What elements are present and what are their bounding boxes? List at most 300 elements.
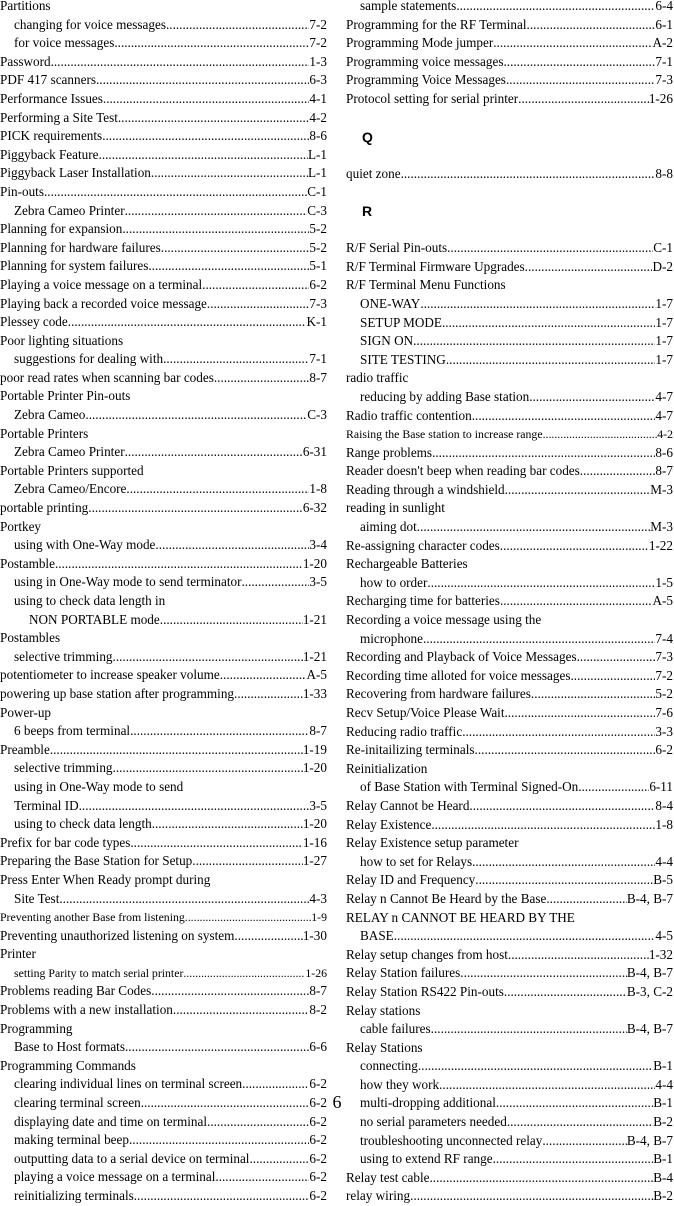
index-entry-term: Terminal ID: [14, 797, 79, 813]
index-entry: [0, 462, 327, 481]
index-entry-term: Relay setup changes from host: [346, 946, 508, 962]
dot-leader: [527, 16, 656, 35]
index-entry-term: Raising the Base station to increase range: [346, 427, 543, 442]
dot-leader: [529, 388, 655, 407]
index-entry: [0, 127, 327, 146]
index-entry-page-ref: L-1: [307, 146, 327, 162]
index-entry: [346, 667, 673, 686]
index-entry: [0, 815, 327, 834]
index-entry: [346, 239, 673, 258]
index-entry-page-ref: 1-19: [302, 741, 327, 757]
index-entry-term: Performance Issues: [0, 90, 103, 106]
index-entry-page-ref: 1-5: [655, 574, 673, 590]
index-entry-term: Prefix for bar code types: [0, 834, 131, 850]
dot-leader: [410, 1187, 653, 1206]
index-entry-term: Zebra Cameo Printer: [14, 202, 125, 218]
index-entry-page-ref: 1-7: [655, 314, 673, 330]
index-entry: [0, 499, 327, 518]
index-entry-term: Reader doesn't beep when reading bar codes: [346, 463, 580, 479]
index-entry: [0, 350, 327, 369]
index-entry-page-ref: 1-7: [655, 351, 673, 367]
dot-leader: [234, 685, 303, 704]
dot-leader: [423, 630, 655, 649]
index-entry-term: Pin-outs: [0, 183, 44, 199]
index-entry-term: PDF 417 scanners: [0, 72, 96, 88]
index-column-left: [0, 0, 327, 1206]
index-entry-page-ref: 7-1: [309, 351, 327, 367]
index-entry-term: Preventing another Base from listening: [0, 910, 185, 925]
index-entry: [0, 1038, 327, 1057]
dot-leader: [125, 202, 308, 221]
dot-leader: [114, 34, 309, 53]
index-entry-term: Partitions: [0, 0, 51, 13]
index-entry: [346, 499, 673, 518]
index-entry: [346, 871, 673, 890]
dot-leader: [214, 369, 310, 388]
index-entry: [0, 555, 327, 574]
index-entry-page-ref: 3-5: [309, 574, 327, 590]
index-entry-term: Zebra Cameo/Encore: [14, 481, 127, 497]
index-entry-term: how they work: [360, 1076, 440, 1092]
index-entry-term: Power-up: [0, 704, 52, 720]
index-entry-page-ref: 1-21: [302, 648, 327, 664]
index-entry: [0, 927, 327, 946]
index-entry-term: Programming Voice Messages: [346, 72, 506, 88]
index-entry: [346, 332, 673, 351]
dot-leader: [44, 183, 307, 202]
dot-leader: [151, 982, 309, 1001]
index-entry-page-ref: 5-1: [309, 258, 327, 274]
index-entry-term: Recovering from hardware failures: [346, 686, 531, 702]
index-entry: [0, 220, 327, 239]
index-entry-term: selective trimming: [14, 648, 113, 664]
index-entry-term: Relay Existence: [346, 816, 432, 832]
index-entry: [0, 16, 327, 35]
index-entry-page-ref: 4-2: [657, 427, 673, 442]
index-entry: [0, 425, 327, 444]
index-entry-term: troubleshooting unconnected relay: [360, 1132, 543, 1148]
index-entry-page-ref: B-4, B-7: [626, 1021, 673, 1037]
index-entry-page-ref: 7-4: [655, 630, 673, 646]
dot-leader: [505, 481, 651, 500]
dot-leader: [503, 53, 655, 72]
index-entry: [0, 34, 327, 53]
index-entry-page-ref: 7-3: [655, 649, 673, 665]
index-entry: [0, 480, 327, 499]
index-entry-term: Piggyback Laser Installation: [0, 165, 151, 181]
dot-leader: [578, 778, 649, 797]
index-entry-term: Reading through a windshield: [346, 481, 505, 497]
index-entry: [0, 109, 327, 128]
index-entry-page-ref: B-2: [653, 1114, 673, 1130]
index-entry-term: playing a voice message on a terminal: [14, 1169, 216, 1185]
dot-leader: [96, 71, 309, 90]
index-entry-term: poor read rates when scanning bar codes: [0, 369, 214, 385]
index-entry-page-ref: 7-3: [309, 295, 327, 311]
index-entry-term: Range problems: [346, 444, 433, 460]
index-entry-term: Preparing the Base Station for Setup: [0, 853, 193, 869]
index-entry-page-ref: 1-32: [648, 946, 673, 962]
index-entry: [0, 982, 327, 1001]
dot-leader: [577, 648, 656, 667]
index-entry: [0, 629, 327, 648]
index-entry-term: Password: [0, 53, 51, 69]
index-entry: [0, 443, 327, 462]
index-entry-term: using to check data length in: [14, 593, 166, 608]
index-entry-term: Playing back a recorded voice message: [0, 295, 207, 311]
index-entry-page-ref: 6-2: [309, 276, 327, 292]
index-entry: [346, 760, 673, 779]
dot-leader: [79, 797, 310, 816]
dot-leader: [103, 90, 310, 109]
index-entry: [346, 927, 673, 946]
index-entry-term: BASE: [360, 928, 394, 944]
index-entry: [0, 1020, 327, 1039]
index-entry: [346, 518, 673, 537]
index-entry-term: Relay ID and Frequency: [346, 872, 476, 888]
index-entry-term: microphone: [360, 630, 423, 646]
index-entry: [0, 908, 327, 927]
index-entry-page-ref: 3-5: [309, 797, 327, 813]
index-entry-term: connecting: [360, 1058, 418, 1074]
index-entry: [346, 1002, 673, 1021]
index-entry-term: Printer: [0, 946, 36, 962]
dot-leader: [55, 555, 303, 574]
index-entry: [0, 90, 327, 109]
index-entry-page-ref: 1-33: [302, 685, 327, 701]
index-entry-page-ref: 7-2: [309, 16, 327, 32]
index-entry: [346, 611, 673, 630]
index-entry: [0, 592, 327, 611]
index-entry: [346, 816, 673, 835]
index-entry-term: multi-dropping additional: [360, 1095, 496, 1111]
index-entry-page-ref: 4-1: [309, 90, 327, 106]
index-entry-page-ref: 5-2: [655, 686, 673, 702]
dot-leader: [220, 666, 307, 685]
index-entry-term: Zebra Cameo: [14, 407, 86, 423]
index-entry-term: of Base Station with Terminal Signed-On: [360, 779, 579, 795]
index-entry-term: SETUP MODE: [360, 314, 442, 330]
index-entry-term: Protocol setting for serial printer: [346, 90, 519, 106]
index-entry: [346, 1132, 673, 1151]
index-entry-page-ref: C-3: [307, 407, 327, 423]
index-entry: [0, 1187, 327, 1206]
index-entry: [346, 0, 673, 16]
dot-leader: [192, 852, 303, 871]
index-entry-page-ref: 6-2: [309, 1113, 327, 1129]
index-entry-term: using to extend RF range: [360, 1151, 493, 1167]
index-entry-page-ref: A-5: [652, 593, 673, 609]
index-entry-term: NON PORTABLE mode: [29, 611, 160, 627]
index-entry-page-ref: 6-2: [309, 1150, 327, 1166]
dot-leader: [207, 295, 310, 314]
index-entry-term: Relay Station RS422 Pin-outs: [346, 983, 504, 999]
dot-leader: [88, 499, 303, 518]
index-entry-page-ref: 4-4: [655, 853, 673, 869]
index-entry-term: reinitializing terminals: [14, 1188, 134, 1203]
index-entry: [346, 90, 673, 109]
index-entry: [0, 1168, 327, 1187]
index-entry-term: suggestions for dealing with: [14, 351, 164, 367]
index-entry-page-ref: C-1: [653, 240, 673, 256]
index-entry-page-ref: 7-1: [655, 53, 673, 69]
index-entry-term: Postamble: [0, 555, 55, 571]
index-entry-term: SIGN ON: [360, 333, 414, 349]
index-entry-term: portable printing: [0, 500, 89, 516]
index-entry: [346, 778, 673, 797]
dot-leader: [504, 983, 627, 1002]
index-entry-page-ref: 8-6: [309, 128, 327, 144]
index-entry-term: potentiometer to increase speaker volume: [0, 667, 220, 683]
index-entry-term: displaying date and time on terminal: [14, 1113, 208, 1129]
index-entry: [0, 276, 327, 295]
index-entry-page-ref: 8-6: [655, 444, 673, 460]
index-entry-term: how to set for Relays: [360, 853, 473, 869]
index-entry: [346, 1169, 673, 1188]
index-entry-term: using with One-Way mode: [14, 537, 156, 553]
dot-leader: [432, 444, 655, 463]
index-entry-page-ref: 6-31: [302, 444, 327, 460]
index-entry: [346, 369, 673, 388]
dot-leader: [472, 407, 656, 426]
dot-leader: [472, 853, 655, 872]
index-entry: [346, 314, 673, 333]
index-entry-term: Programming for the RF Terminal: [346, 16, 527, 32]
dot-leader: [249, 1150, 309, 1169]
index-entry: [0, 536, 327, 555]
dot-leader: [155, 536, 309, 555]
index-entry: [346, 574, 673, 593]
dot-leader: [413, 332, 655, 351]
dot-leader: [442, 314, 655, 333]
index-group-r: [346, 239, 673, 1206]
index-entry-page-ref: 7-2: [655, 667, 673, 683]
index-entry-term: Site Test: [14, 890, 60, 906]
index-entry-page-ref: 7-3: [655, 72, 673, 88]
dot-leader: [85, 406, 307, 425]
dot-leader: [130, 722, 309, 741]
index-entry-page-ref: 4-5: [655, 928, 673, 944]
index-entry: [346, 16, 673, 35]
index-entry-page-ref: 1-16: [302, 834, 327, 850]
index-entry: [346, 295, 673, 314]
index-entry-page-ref: 1-21: [302, 611, 327, 627]
index-entry: [346, 1057, 673, 1076]
index-entry-page-ref: 3-3: [655, 723, 673, 739]
dot-leader: [543, 425, 658, 444]
index-entry-page-ref: B-5: [653, 872, 673, 888]
dot-leader: [152, 815, 303, 834]
dot-leader: [542, 1132, 626, 1151]
index-entry-term: Performing a Site Test: [0, 109, 118, 125]
dot-leader: [493, 1150, 654, 1169]
dot-leader: [241, 573, 309, 592]
index-entry: [346, 685, 673, 704]
index-entry-term: Problems reading Bar Codes: [0, 983, 152, 999]
index-entry-term: Press Enter When Ready prompt during: [0, 871, 211, 887]
index-entry: [0, 964, 327, 983]
index-entry: [0, 0, 327, 16]
dot-leader: [580, 462, 656, 481]
index-entry: [346, 983, 673, 1002]
index-entry: [0, 759, 327, 778]
index-entry-page-ref: B-2: [653, 1188, 673, 1204]
index-entry-term: Programming Commands: [0, 1057, 136, 1073]
index-entry-term: Relay Cannot be Heard: [346, 797, 470, 813]
index-entry-page-ref: 4-7: [655, 407, 673, 423]
index-entry: [0, 518, 327, 537]
dot-leader: [506, 71, 655, 90]
dot-leader: [99, 146, 308, 165]
dot-leader: [234, 927, 302, 946]
index-entry-term: Planning for hardware failures: [0, 239, 161, 255]
index-entry: [346, 630, 673, 649]
dot-leader: [130, 834, 302, 853]
dot-leader: [469, 797, 655, 816]
index-entry-page-ref: 6-2: [309, 1132, 327, 1148]
index-entry-page-ref: 4-3: [309, 890, 327, 906]
index-entry: [0, 611, 327, 630]
dot-leader: [500, 537, 649, 556]
index-entry: [346, 592, 673, 611]
index-entry-page-ref: C-1: [307, 183, 327, 199]
dot-leader: [570, 667, 655, 686]
index-entry-page-ref: 1-8: [309, 481, 327, 497]
index-entry: [0, 313, 327, 332]
dot-leader: [129, 1131, 309, 1150]
index-letter-heading-r: R: [362, 203, 373, 220]
index-entry-term: reducing by adding Base station: [360, 388, 530, 404]
dot-leader: [518, 90, 649, 109]
index-entry: [0, 797, 327, 816]
index-entry-term: Playing a voice message on a terminal: [0, 276, 203, 292]
index-entry-term: ONE-WAY: [360, 295, 421, 311]
dot-leader: [507, 1113, 653, 1132]
dot-leader: [207, 1113, 309, 1132]
index-entry-page-ref: 6-2: [309, 1095, 327, 1111]
index-entry: [346, 481, 673, 500]
index-entry-term: Base to Host formats: [14, 1039, 125, 1055]
index-entry-term: using in One-Way mode to send: [14, 778, 184, 794]
index-entry-page-ref: B-1: [653, 1151, 673, 1167]
index-entry-page-ref: 1-26: [305, 965, 327, 980]
index-entry: [346, 834, 673, 853]
index-entry-term: clearing individual lines on terminal screen: [14, 1076, 243, 1092]
index-entry: [346, 1150, 673, 1169]
index-entry-page-ref: 4-7: [655, 388, 673, 404]
dot-leader: [151, 164, 308, 183]
index-entry-page-ref: 1-22: [648, 537, 673, 553]
index-entry-page-ref: 6-2: [309, 1188, 327, 1203]
index-entry: [0, 834, 327, 853]
index-entry-term: powering up base station after programming: [0, 685, 235, 701]
index-entry-term: Recharging time for batteries: [346, 593, 500, 609]
index-entry: [0, 332, 327, 351]
index-entry: [0, 387, 327, 406]
index-entry-page-ref: 6-6: [309, 1039, 327, 1055]
dot-leader: [102, 127, 309, 146]
dot-leader: [50, 741, 303, 760]
index-entry-term: making terminal beep: [14, 1132, 129, 1148]
index-entry-page-ref: K-1: [306, 314, 327, 330]
dot-leader: [447, 239, 653, 258]
index-column-right: [346, 0, 673, 1206]
index-entry-page-ref: M-3: [650, 519, 673, 535]
index-entry-term: for voice messages: [14, 35, 115, 51]
dot-leader: [431, 816, 655, 835]
index-group-p-continued: [346, 0, 673, 109]
index-entry-term: Re-assigning character codes: [346, 537, 500, 553]
index-group-q: [346, 165, 673, 184]
index-entry-term: Radio traffic contention: [346, 407, 472, 423]
index-entry: [0, 257, 327, 276]
dot-leader: [456, 0, 655, 16]
dot-leader: [183, 964, 305, 983]
index-entry-page-ref: B-4: [653, 1169, 673, 1185]
index-entry-term: 6 beeps from terminal: [14, 723, 131, 739]
index-entry-page-ref: 6-32: [302, 500, 327, 516]
index-entry-term: quiet zone: [346, 165, 401, 181]
dot-leader: [113, 648, 303, 667]
index-entry: [346, 444, 673, 463]
index-entry-term: Recording a voice message using the: [346, 612, 542, 628]
index-entry-term: Preventing unauthorized listening on system: [0, 927, 235, 943]
dot-leader: [202, 276, 309, 295]
index-entry-page-ref: 1-30: [302, 927, 327, 943]
index-entry-page-ref: 7-6: [655, 705, 673, 720]
dot-leader: [505, 704, 656, 723]
index-entry: [346, 34, 673, 53]
index-entry-page-ref: 1-7: [655, 295, 673, 311]
index-entry-term: Portkey: [0, 518, 42, 534]
index-entry: [346, 723, 673, 742]
index-entry-page-ref: B-4, B-7: [626, 1132, 673, 1148]
index-entry-term: cable failures: [360, 1021, 431, 1037]
index-entry-term: no serial parameters needed: [360, 1114, 507, 1130]
index-entry: [0, 295, 327, 314]
dot-leader: [446, 351, 656, 370]
index-entry-term: Piggyback Feature: [0, 146, 99, 162]
index-entry-page-ref: 3-4: [309, 537, 327, 553]
dot-leader: [215, 1168, 309, 1187]
index-entry: [0, 164, 327, 183]
index-entry: [0, 146, 327, 165]
index-entry-term: R/F Serial Pin-outs: [346, 240, 448, 256]
index-entry: [0, 704, 327, 723]
index-entry: [0, 1113, 327, 1132]
index-entry-term: Planning for expansion: [0, 221, 123, 237]
index-entry-page-ref: 8-2: [309, 1002, 327, 1018]
index-entry-term: outputting data to a serial device on terminal: [14, 1150, 250, 1166]
index-entry-term: aiming dot: [360, 519, 417, 535]
index-entry: [0, 573, 327, 592]
index-entry: [0, 406, 327, 425]
index-entry: [0, 890, 327, 909]
dot-leader: [475, 741, 656, 760]
dot-leader: [460, 964, 627, 983]
index-entry-term: Planning for system failures: [0, 258, 149, 274]
index-entry-page-ref: 1-7: [655, 333, 673, 349]
index-entry-page-ref: B-1: [653, 1095, 673, 1111]
index-entry-term: Recording and Playback of Voice Messages: [346, 649, 577, 665]
index-entry: [0, 685, 327, 704]
index-entry-page-ref: 6-1: [655, 16, 673, 32]
index-entry-term: Portable Printers supported: [0, 462, 144, 478]
index-entry-page-ref: A-5: [306, 667, 327, 683]
index-entry-term: sample statements: [360, 0, 457, 13]
index-entry: [346, 1113, 673, 1132]
index-entry-term: Re-initailizing terminals: [346, 742, 475, 758]
